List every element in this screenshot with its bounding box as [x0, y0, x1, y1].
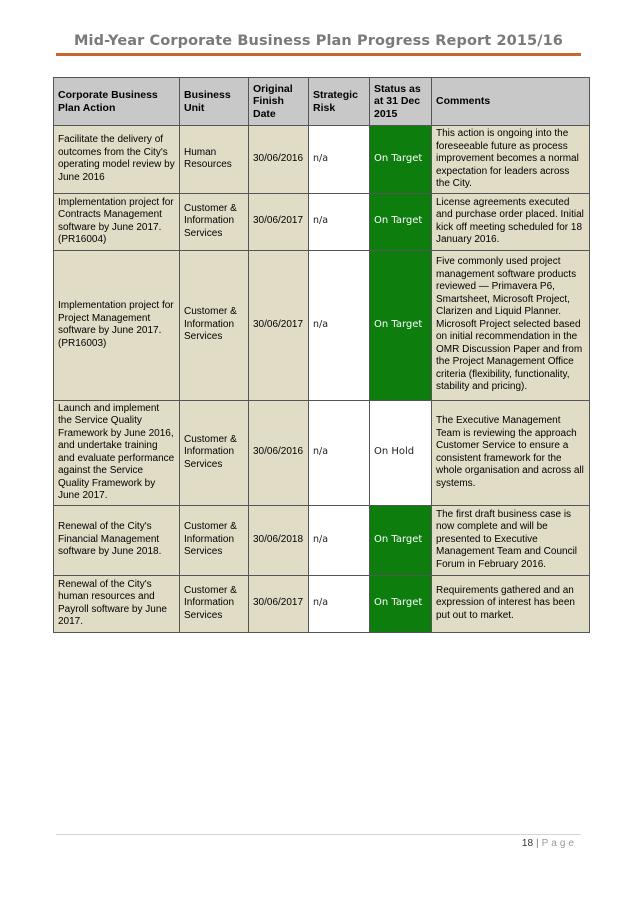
cell-business-unit: Human Resources	[180, 126, 249, 194]
column-header-business-unit: Business Unit	[180, 78, 249, 126]
cell-comments: License agreements executed and purchase order placed. Initial kick off meeting scheduled for 18 January 2016.	[432, 193, 590, 250]
cell-comments: This action is ongoing into the foreseeable future as process improvement becomes a normal expectation for leaders across the City.	[432, 126, 590, 194]
table-row	[54, 575, 590, 632]
cell-action: Implementation project for Contracts Management software by June 2017. (PR16004)	[54, 193, 180, 250]
cell-strategic-risk: n/a	[309, 400, 370, 505]
page-header-title: Mid-Year Corporate Business Plan Progress Report 2015/16	[73, 33, 563, 49]
header-divider	[56, 53, 581, 56]
cell-comments: Requirements gathered and an expression of interest has been put out to market.	[432, 575, 590, 632]
table-row	[54, 193, 590, 250]
cell-business-unit: Customer & Information Services	[180, 193, 249, 250]
page-footer	[522, 838, 577, 849]
cell-finish-date: 30/06/2017	[249, 193, 309, 250]
cell-status-badge: On Target	[370, 505, 432, 575]
column-header-status: Status as at 31 Dec 2015	[370, 78, 432, 126]
cell-status-badge: On Target	[370, 126, 432, 194]
footer-divider	[56, 834, 581, 835]
cell-business-unit: Customer & Information Services	[180, 575, 249, 632]
cell-finish-date: 30/06/2017	[249, 250, 309, 400]
cell-strategic-risk: n/a	[309, 126, 370, 194]
cell-business-unit: Customer & Information Services	[180, 505, 249, 575]
cell-action: Facilitate the delivery of outcomes from the City's operating model review by June 2016	[54, 126, 180, 194]
table-row	[54, 126, 590, 194]
cell-finish-date: 30/06/2016	[249, 400, 309, 505]
cell-business-unit: Customer & Information Services	[180, 250, 249, 400]
table-row	[54, 505, 590, 575]
cell-finish-date: 30/06/2018	[249, 505, 309, 575]
footer-separator: |	[536, 838, 539, 849]
table-row	[54, 250, 590, 400]
cell-strategic-risk: n/a	[309, 193, 370, 250]
cell-finish-date: 30/06/2016	[249, 126, 309, 194]
cell-business-unit: Customer & Information Services	[180, 400, 249, 505]
column-header-finish-date: Original Finish Date	[249, 78, 309, 126]
cell-comments: The first draft business case is now complete and will be presented to Executive Management Team and Council Forum in February 2016.	[432, 505, 590, 575]
cell-action: Renewal of the City's human resources and Payroll software by June 2017.	[54, 575, 180, 632]
column-header-comments: Comments	[432, 78, 590, 126]
cell-status-badge: On Hold	[370, 400, 432, 505]
cell-comments: The Executive Management Team is reviewing the approach Customer Service to ensure a consistent framework for the whole organisation and across all systems.	[432, 400, 590, 505]
cell-comments: Five commonly used project management software products reviewed — Primavera P6, Smartsheet, Microsoft Project, Clarizen and Liquid Planner. Microsoft Project selected based on initial recommendation in the OMR Discussion Paper and from the Project Management Office criteria (flexibility, functionality, stability and pricing).	[432, 250, 590, 400]
cell-finish-date: 30/06/2017	[249, 575, 309, 632]
cell-action: Renewal of the City's Financial Management software by June 2018.	[54, 505, 180, 575]
cell-status-badge: On Target	[370, 250, 432, 400]
cell-status-badge: On Target	[370, 575, 432, 632]
cell-strategic-risk: n/a	[309, 505, 370, 575]
page-label: Page	[541, 838, 577, 849]
cell-status-badge: On Target	[370, 193, 432, 250]
cell-strategic-risk: n/a	[309, 575, 370, 632]
cell-action: Launch and implement the Service Quality Framework by June 2016, and undertake training and evaluate performance against the Service Quality Framework by June 2017.	[54, 400, 180, 505]
business-plan-table	[53, 77, 590, 633]
cell-strategic-risk: n/a	[309, 250, 370, 400]
table-header-row	[54, 78, 590, 126]
table-row	[54, 400, 590, 505]
page-number: 18	[521, 838, 534, 849]
column-header-action: Corporate Business Plan Action	[54, 78, 180, 126]
column-header-strategic-risk: Strategic Risk	[309, 78, 370, 126]
cell-action: Implementation project for Project Management software by June 2017. (PR16003)	[54, 250, 180, 400]
